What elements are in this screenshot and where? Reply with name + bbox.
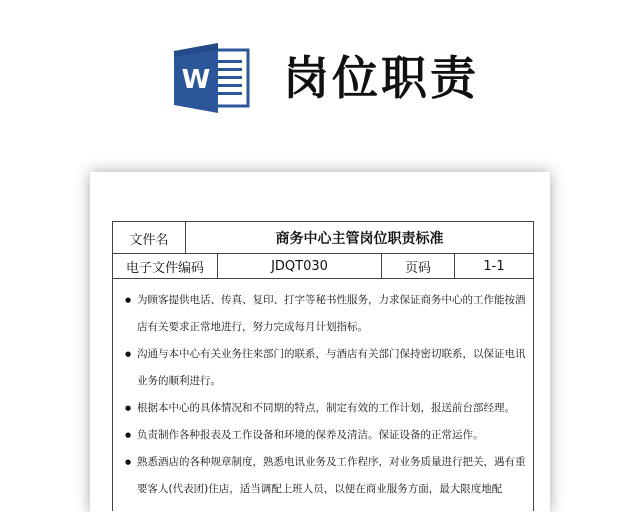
duty-item: ● 根据本中心的具体情况和不同期的特点，制定有效的工作计划，报送前台部经理。 <box>125 395 529 422</box>
page-number-value: 1-1 <box>483 259 505 274</box>
word-icon <box>172 42 252 114</box>
page-title: 岗位职责 <box>283 51 479 105</box>
duties-section <box>113 278 533 512</box>
duties-list <box>125 287 529 503</box>
word-icon-letter: W <box>181 65 211 95</box>
job-description-form <box>112 221 534 511</box>
duty-item: ● 为顾客提供电话、传真、复印、打字等秘书性服务，力求保证商务中心的工作能按酒店有关要求正常地进行，努力完成每月计划指标。 <box>125 287 529 341</box>
duty-item: ● 沟通与本中心有关业务往来部门的联系，与酒店有关部门保持密切联系，以保证电讯业务的顺利进行。 <box>125 341 529 395</box>
file-name-row <box>113 221 533 254</box>
duty-item: ● 负责制作各种报表及工作设备和环境的保养及清洁。保证设备的正常运作。 <box>125 422 529 449</box>
file-name-value: 商务中心主管岗位职责标准 <box>275 231 444 247</box>
page-number-label: 页码 <box>404 261 431 276</box>
file-code-value: JDQT030 <box>271 259 328 274</box>
duty-item: ● 熟悉酒店的各种规章制度，熟悉电讯业务及工作程序，对业务质量进行把关，遇有重要客人(代表团)住店，适当调配上班人员，以便在商业服务方面，最大限度地配 <box>125 449 529 503</box>
file-code-label: 电子文件编码 <box>125 261 204 276</box>
file-name-label: 文件名 <box>129 232 169 248</box>
file-code-row <box>113 253 533 279</box>
